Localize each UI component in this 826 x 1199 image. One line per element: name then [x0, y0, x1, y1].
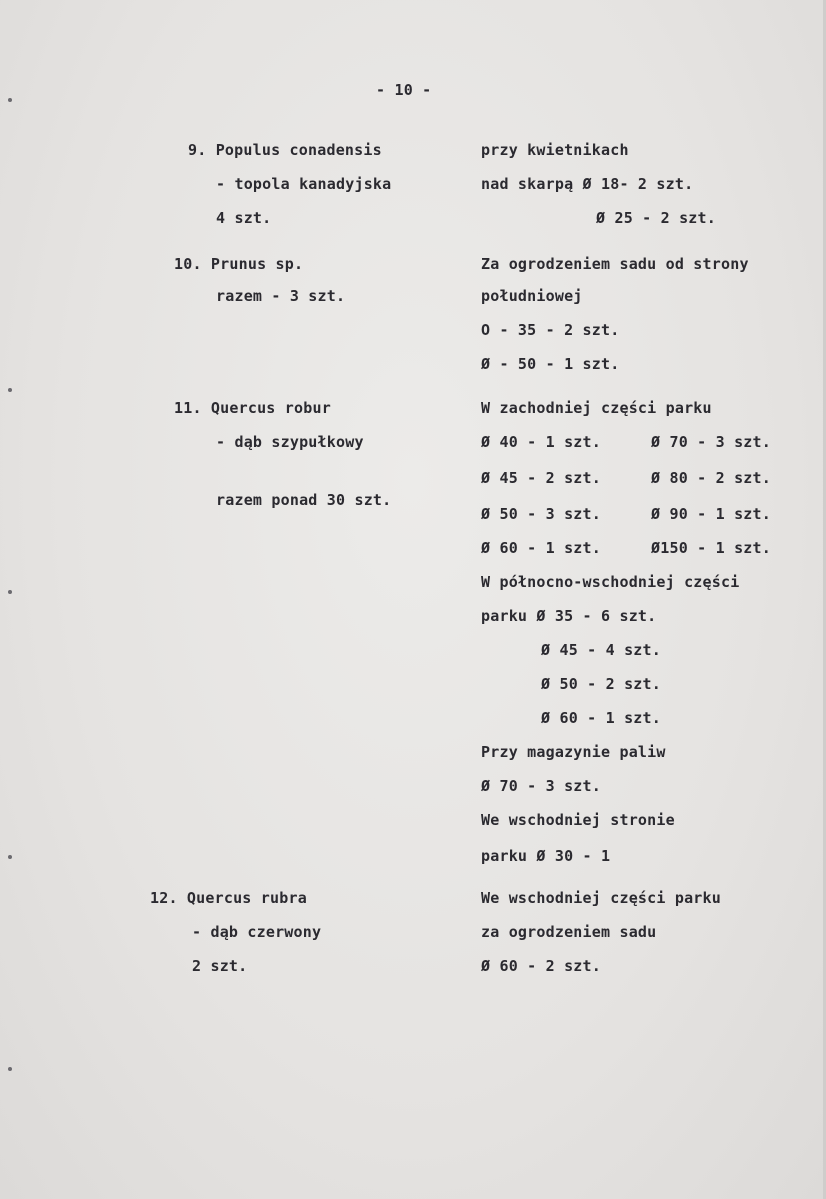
punch-hole — [8, 590, 12, 594]
entry-12-common-name: - dąb czerwony — [192, 923, 322, 941]
location-line: Ø 50 - 3 szt. — [481, 505, 601, 523]
location-line: Przy magazynie paliw — [481, 743, 666, 761]
location-line: Ø 80 - 2 szt. — [651, 469, 771, 487]
entry-11-count: razem ponad 30 szt. — [216, 491, 392, 509]
location-line: Ø 90 - 1 szt. — [651, 505, 771, 523]
entry-10-count: razem - 3 szt. — [216, 287, 346, 305]
location-line: O - 35 - 2 szt. — [481, 321, 620, 339]
location-line: za ogrodzeniem sadu — [481, 923, 657, 941]
entry-11-title: 11. Quercus robur — [174, 399, 331, 417]
punch-hole — [8, 98, 12, 102]
entry-12-title: 12. Quercus rubra — [150, 889, 307, 907]
location-line: parku Ø 30 - 1 — [481, 847, 611, 865]
location-line: przy kwietnikach — [481, 141, 629, 159]
location-line: Ø 45 - 2 szt. — [481, 469, 601, 487]
location-line: Ø - 50 - 1 szt. — [481, 355, 620, 373]
location-line: We wschodniej stronie — [481, 811, 675, 829]
location-line: We wschodniej części parku — [481, 889, 721, 907]
page-number: - 10 - — [376, 81, 432, 99]
entry-9-title: 9. Populus conadensis — [188, 141, 382, 159]
entry-10-title: 10. Prunus sp. — [174, 255, 304, 273]
location-line: południowej — [481, 287, 583, 305]
location-line: Ø 70 - 3 szt. — [651, 433, 771, 451]
location-line: Ø 40 - 1 szt. — [481, 433, 601, 451]
location-line: Ø 25 - 2 szt. — [596, 209, 716, 227]
location-line: W północno-wschodniej części — [481, 573, 740, 591]
location-line: Ø 70 - 3 szt. — [481, 777, 601, 795]
entry-12-count: 2 szt. — [192, 957, 248, 975]
location-line: Ø 45 - 4 szt. — [541, 641, 661, 659]
entry-11-common-name: - dąb szypułkowy — [216, 433, 364, 451]
location-line: nad skarpą Ø 18- 2 szt. — [481, 175, 694, 193]
entry-9-count: 4 szt. — [216, 209, 272, 227]
punch-hole — [8, 388, 12, 392]
location-line: Ø 60 - 1 szt. — [481, 539, 601, 557]
location-line: Ø 60 - 2 szt. — [481, 957, 601, 975]
location-line: W zachodniej części parku — [481, 399, 712, 417]
punch-hole — [8, 855, 12, 859]
location-line: Za ogrodzeniem sadu od strony — [481, 255, 749, 273]
entry-9-common-name: - topola kanadyjska — [216, 175, 392, 193]
location-line: Ø 60 - 1 szt. — [541, 709, 661, 727]
location-line: Ø 50 - 2 szt. — [541, 675, 661, 693]
punch-hole — [8, 1067, 12, 1071]
location-line: Ø150 - 1 szt. — [651, 539, 771, 557]
location-line: parku Ø 35 - 6 szt. — [481, 607, 657, 625]
